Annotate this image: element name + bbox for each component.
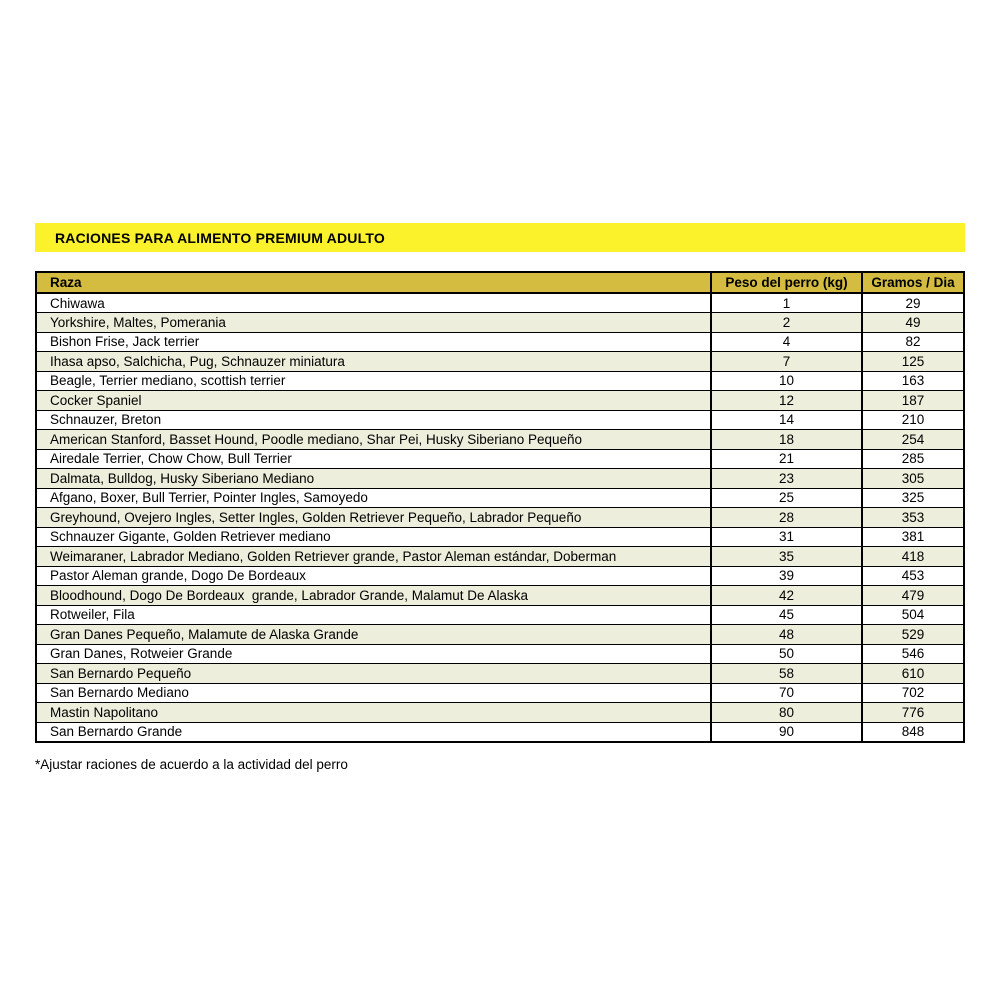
table-row [36,293,964,313]
breed-cell: Chiwawa [36,293,711,313]
breed-cell: Gran Danes, Rotweier Grande [36,644,711,664]
weight-cell: 48 [711,625,862,645]
weight-cell: 18 [711,430,862,450]
table-body [36,293,964,742]
table-row [36,508,964,528]
grams-cell: 29 [862,293,964,313]
breed-cell: San Bernardo Mediano [36,683,711,703]
grams-cell: 125 [862,352,964,372]
breed-cell: San Bernardo Pequeño [36,664,711,684]
grams-cell: 776 [862,703,964,723]
grams-cell: 49 [862,313,964,333]
grams-cell: 529 [862,625,964,645]
table-row [36,430,964,450]
weight-cell: 10 [711,371,862,391]
portions-table [35,271,965,743]
table-row [36,566,964,586]
weight-cell: 1 [711,293,862,313]
weight-cell: 39 [711,566,862,586]
grams-cell: 285 [862,449,964,469]
breed-cell: Ihasa apso, Salchicha, Pug, Schnauzer miniatura [36,352,711,372]
breed-cell: Mastin Napolitano [36,703,711,723]
table-row [36,605,964,625]
grams-cell: 381 [862,527,964,547]
grams-cell: 210 [862,410,964,430]
weight-cell: 50 [711,644,862,664]
table-row [36,313,964,333]
weight-cell: 7 [711,352,862,372]
grams-cell: 453 [862,566,964,586]
weight-cell: 58 [711,664,862,684]
weight-cell: 90 [711,722,862,742]
grams-cell: 305 [862,469,964,489]
breed-cell: Rotweiler, Fila [36,605,711,625]
breed-cell: Schnauzer Gigante, Golden Retriever mediano [36,527,711,547]
grams-cell: 610 [862,664,964,684]
table-row [36,625,964,645]
table-header [36,272,964,293]
table-row [36,664,964,684]
grams-cell: 504 [862,605,964,625]
table-row [36,586,964,606]
weight-cell: 70 [711,683,862,703]
column-header-peso: Peso del perro (kg) [711,272,862,293]
breed-cell: Pastor Aleman grande, Dogo De Bordeaux [36,566,711,586]
grams-cell: 187 [862,391,964,411]
table-row [36,332,964,352]
grams-cell: 418 [862,547,964,567]
table-row [36,703,964,723]
grams-cell: 479 [862,586,964,606]
weight-cell: 2 [711,313,862,333]
header-row [36,272,964,293]
breed-cell: San Bernardo Grande [36,722,711,742]
grams-cell: 353 [862,508,964,528]
page-title: RACIONES PARA ALIMENTO PREMIUM ADULTO [55,229,385,246]
breed-cell: Weimaraner, Labrador Mediano, Golden Retriever grande, Pastor Aleman estándar, Doberman [36,547,711,567]
weight-cell: 25 [711,488,862,508]
breed-cell: Afgano, Boxer, Bull Terrier, Pointer Ingles, Samoyedo [36,488,711,508]
grams-cell: 254 [862,430,964,450]
grams-cell: 848 [862,722,964,742]
weight-cell: 35 [711,547,862,567]
weight-cell: 21 [711,449,862,469]
grams-cell: 702 [862,683,964,703]
weight-cell: 14 [711,410,862,430]
table-row [36,488,964,508]
footnote: *Ajustar raciones de acuerdo a la actividad del perro [35,757,348,772]
breed-cell: Bloodhound, Dogo De Bordeaux grande, Labrador Grande, Malamut De Alaska [36,586,711,606]
table-row [36,391,964,411]
breed-cell: Yorkshire, Maltes, Pomerania [36,313,711,333]
table-row [36,469,964,489]
weight-cell: 12 [711,391,862,411]
breed-cell: Bishon Frise, Jack terrier [36,332,711,352]
weight-cell: 28 [711,508,862,528]
grams-cell: 82 [862,332,964,352]
breed-cell: Cocker Spaniel [36,391,711,411]
breed-cell: Gran Danes Pequeño, Malamute de Alaska Grande [36,625,711,645]
table-row [36,722,964,742]
weight-cell: 4 [711,332,862,352]
table-row [36,547,964,567]
weight-cell: 42 [711,586,862,606]
breed-cell: Dalmata, Bulldog, Husky Siberiano Mediano [36,469,711,489]
weight-cell: 31 [711,527,862,547]
title-banner [35,223,965,252]
weight-cell: 23 [711,469,862,489]
weight-cell: 45 [711,605,862,625]
breed-cell: American Stanford, Basset Hound, Poodle mediano, Shar Pei, Husky Siberiano Pequeño [36,430,711,450]
column-header-gramos: Gramos / Dia [862,272,964,293]
grams-cell: 546 [862,644,964,664]
table-row [36,371,964,391]
table-row [36,352,964,372]
grams-cell: 325 [862,488,964,508]
table-row [36,449,964,469]
breed-cell: Beagle, Terrier mediano, scottish terrier [36,371,711,391]
breed-cell: Schnauzer, Breton [36,410,711,430]
table-row [36,644,964,664]
table-row [36,683,964,703]
weight-cell: 80 [711,703,862,723]
table-row [36,527,964,547]
grams-cell: 163 [862,371,964,391]
breed-cell: Airedale Terrier, Chow Chow, Bull Terrier [36,449,711,469]
breed-cell: Greyhound, Ovejero Ingles, Setter Ingles, Golden Retriever Pequeño, Labrador Pequeño [36,508,711,528]
column-header-raza: Raza [36,272,711,293]
table-row [36,410,964,430]
